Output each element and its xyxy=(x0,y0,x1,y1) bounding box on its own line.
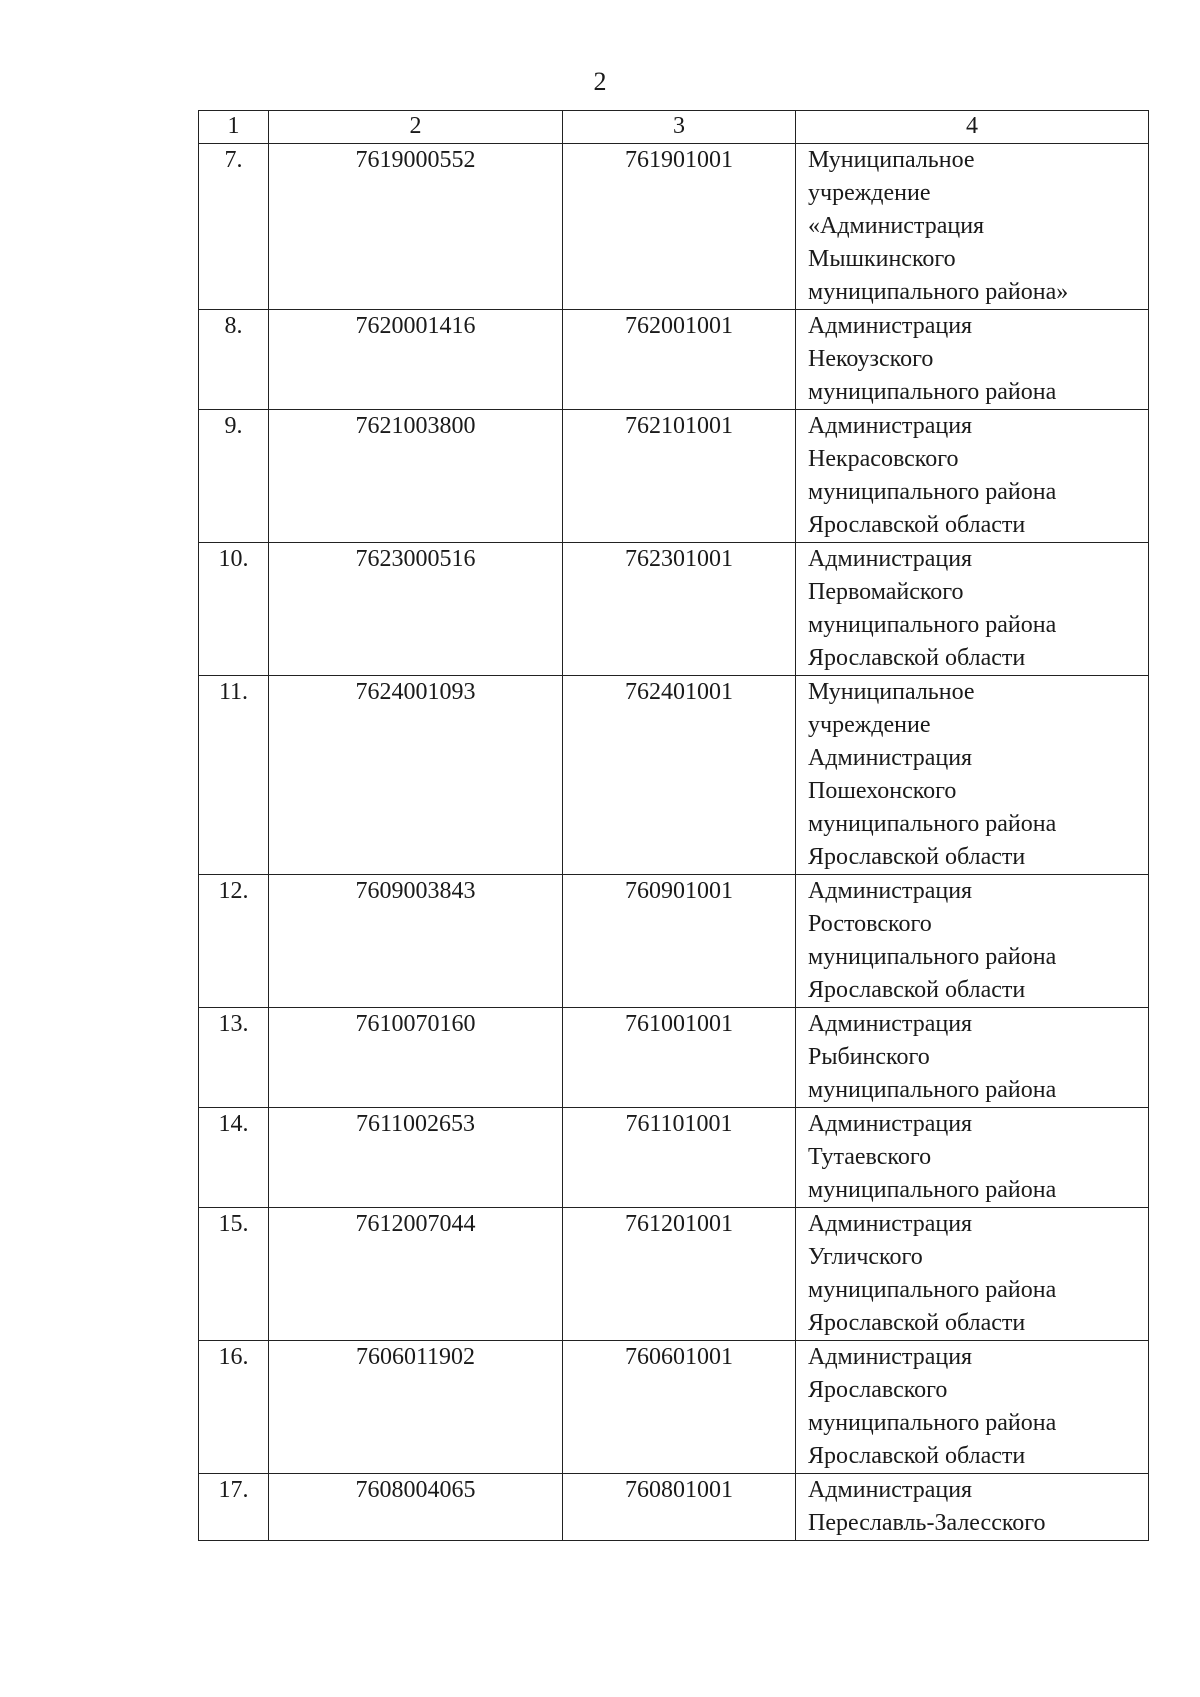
organization-name-line: «Администрация xyxy=(808,213,985,239)
organization-name-cell xyxy=(796,1108,1149,1208)
organization-name-line: учреждение xyxy=(808,180,931,206)
table-header-row xyxy=(199,111,1149,144)
table-row xyxy=(199,410,1149,543)
kpp-cell: 761001001 xyxy=(563,1008,796,1108)
organization-name-line: Некрасовского xyxy=(808,446,959,472)
organization-name-cell xyxy=(796,1341,1149,1474)
organization-name-line: муниципального района xyxy=(808,1277,1057,1303)
table-row xyxy=(199,875,1149,1008)
organization-name-cell xyxy=(796,144,1149,310)
kpp-cell: 760901001 xyxy=(563,875,796,1008)
column-header-3: 3 xyxy=(563,111,796,144)
row-number-cell: 13. xyxy=(199,1008,269,1108)
row-number-cell: 14. xyxy=(199,1108,269,1208)
inn-cell: 7610070160 xyxy=(269,1008,563,1108)
table-row xyxy=(199,1474,1149,1541)
organization-name-line: Угличского xyxy=(808,1244,923,1270)
kpp-cell: 761201001 xyxy=(563,1208,796,1341)
organization-name-line: учреждение xyxy=(808,712,931,738)
column-header-1: 1 xyxy=(199,111,269,144)
kpp-cell: 761101001 xyxy=(563,1108,796,1208)
organization-name-line: Администрация xyxy=(808,745,973,771)
inn-cell: 7619000552 xyxy=(269,144,563,310)
inn-cell: 7612007044 xyxy=(269,1208,563,1341)
organization-name-line: Муниципальное xyxy=(808,679,975,705)
organization-name-line: Ярославской области xyxy=(808,1443,1026,1469)
inn-cell: 7621003800 xyxy=(269,410,563,543)
organization-name-line: Пошехонского xyxy=(808,778,957,804)
organization-name-line: Администрация xyxy=(808,1011,973,1037)
organization-name-line: Ярославской области xyxy=(808,844,1026,870)
organization-name-cell xyxy=(796,1474,1149,1541)
organization-name-line: Администрация xyxy=(808,546,973,572)
organization-name-cell xyxy=(796,875,1149,1008)
registry-table xyxy=(198,110,1149,1541)
row-number-cell: 15. xyxy=(199,1208,269,1341)
organization-name-line: Рыбинского xyxy=(808,1044,930,1070)
row-number-cell: 7. xyxy=(199,144,269,310)
organization-name-line: муниципального района xyxy=(808,379,1057,405)
organization-name-line: Ярославского xyxy=(808,1377,948,1403)
organization-name-line: муниципального района xyxy=(808,479,1057,505)
table-row xyxy=(199,543,1149,676)
kpp-cell: 762301001 xyxy=(563,543,796,676)
organization-name-line: муниципального района xyxy=(808,1410,1057,1436)
table-row xyxy=(199,1208,1149,1341)
kpp-cell: 762401001 xyxy=(563,676,796,875)
inn-cell: 7606011902 xyxy=(269,1341,563,1474)
organization-name-cell xyxy=(796,543,1149,676)
organization-name-line: Администрация xyxy=(808,1111,973,1137)
kpp-cell: 760801001 xyxy=(563,1474,796,1541)
page-number: 2 xyxy=(593,67,607,96)
row-number-cell: 9. xyxy=(199,410,269,543)
organization-name-line: Ярославской области xyxy=(808,1310,1026,1336)
organization-name-line: Первомайского xyxy=(808,579,964,605)
organization-name-line: Администрация xyxy=(808,1477,973,1503)
organization-name-line: Тутаевского xyxy=(808,1144,932,1170)
organization-name-line: муниципального района xyxy=(808,811,1057,837)
organization-name-line: Ярославской области xyxy=(808,512,1026,538)
column-header-2: 2 xyxy=(269,111,563,144)
organization-name-cell xyxy=(796,310,1149,410)
organization-name-cell xyxy=(796,1208,1149,1341)
table-row xyxy=(199,1341,1149,1474)
table-row xyxy=(199,144,1149,310)
inn-cell: 7608004065 xyxy=(269,1474,563,1541)
kpp-cell: 760601001 xyxy=(563,1341,796,1474)
organization-name-line: муниципального района xyxy=(808,1177,1057,1203)
row-number-cell: 12. xyxy=(199,875,269,1008)
table-row xyxy=(199,1108,1149,1208)
organization-name-line: муниципального района xyxy=(808,612,1057,638)
inn-cell: 7609003843 xyxy=(269,875,563,1008)
kpp-cell: 762101001 xyxy=(563,410,796,543)
organization-name-cell xyxy=(796,410,1149,543)
organization-name-line: муниципального района xyxy=(808,1077,1057,1103)
row-number-cell: 10. xyxy=(199,543,269,676)
row-number-cell: 11. xyxy=(199,676,269,875)
organization-name-line: Переславль-Залесского xyxy=(808,1510,1046,1536)
organization-name-cell xyxy=(796,676,1149,875)
inn-cell: 7611002653 xyxy=(269,1108,563,1208)
organization-name-line: Муниципальное xyxy=(808,147,975,173)
table-row xyxy=(199,676,1149,875)
table-row xyxy=(199,1008,1149,1108)
row-number-cell: 17. xyxy=(199,1474,269,1541)
organization-name-line: Ростовского xyxy=(808,911,932,937)
organization-name-cell xyxy=(796,1008,1149,1108)
row-number-cell: 8. xyxy=(199,310,269,410)
inn-cell: 7620001416 xyxy=(269,310,563,410)
organization-name-line: Ярославской области xyxy=(808,645,1026,671)
kpp-cell: 761901001 xyxy=(563,144,796,310)
organization-name-line: муниципального района» xyxy=(808,279,1069,305)
kpp-cell: 762001001 xyxy=(563,310,796,410)
column-header-4: 4 xyxy=(796,111,1149,144)
organization-name-line: Администрация xyxy=(808,1344,973,1370)
organization-name-line: Ярославской области xyxy=(808,977,1026,1003)
organization-name-line: муниципального района xyxy=(808,944,1057,970)
row-number-cell: 16. xyxy=(199,1341,269,1474)
organization-name-line: Администрация xyxy=(808,313,973,339)
organization-name-line: Администрация xyxy=(808,878,973,904)
organization-name-line: Администрация xyxy=(808,413,973,439)
organization-name-line: Некоузского xyxy=(808,346,934,372)
table-row xyxy=(199,310,1149,410)
inn-cell: 7623000516 xyxy=(269,543,563,676)
organization-name-line: Администрация xyxy=(808,1211,973,1237)
inn-cell: 7624001093 xyxy=(269,676,563,875)
organization-name-line: Мышкинского xyxy=(808,246,956,272)
